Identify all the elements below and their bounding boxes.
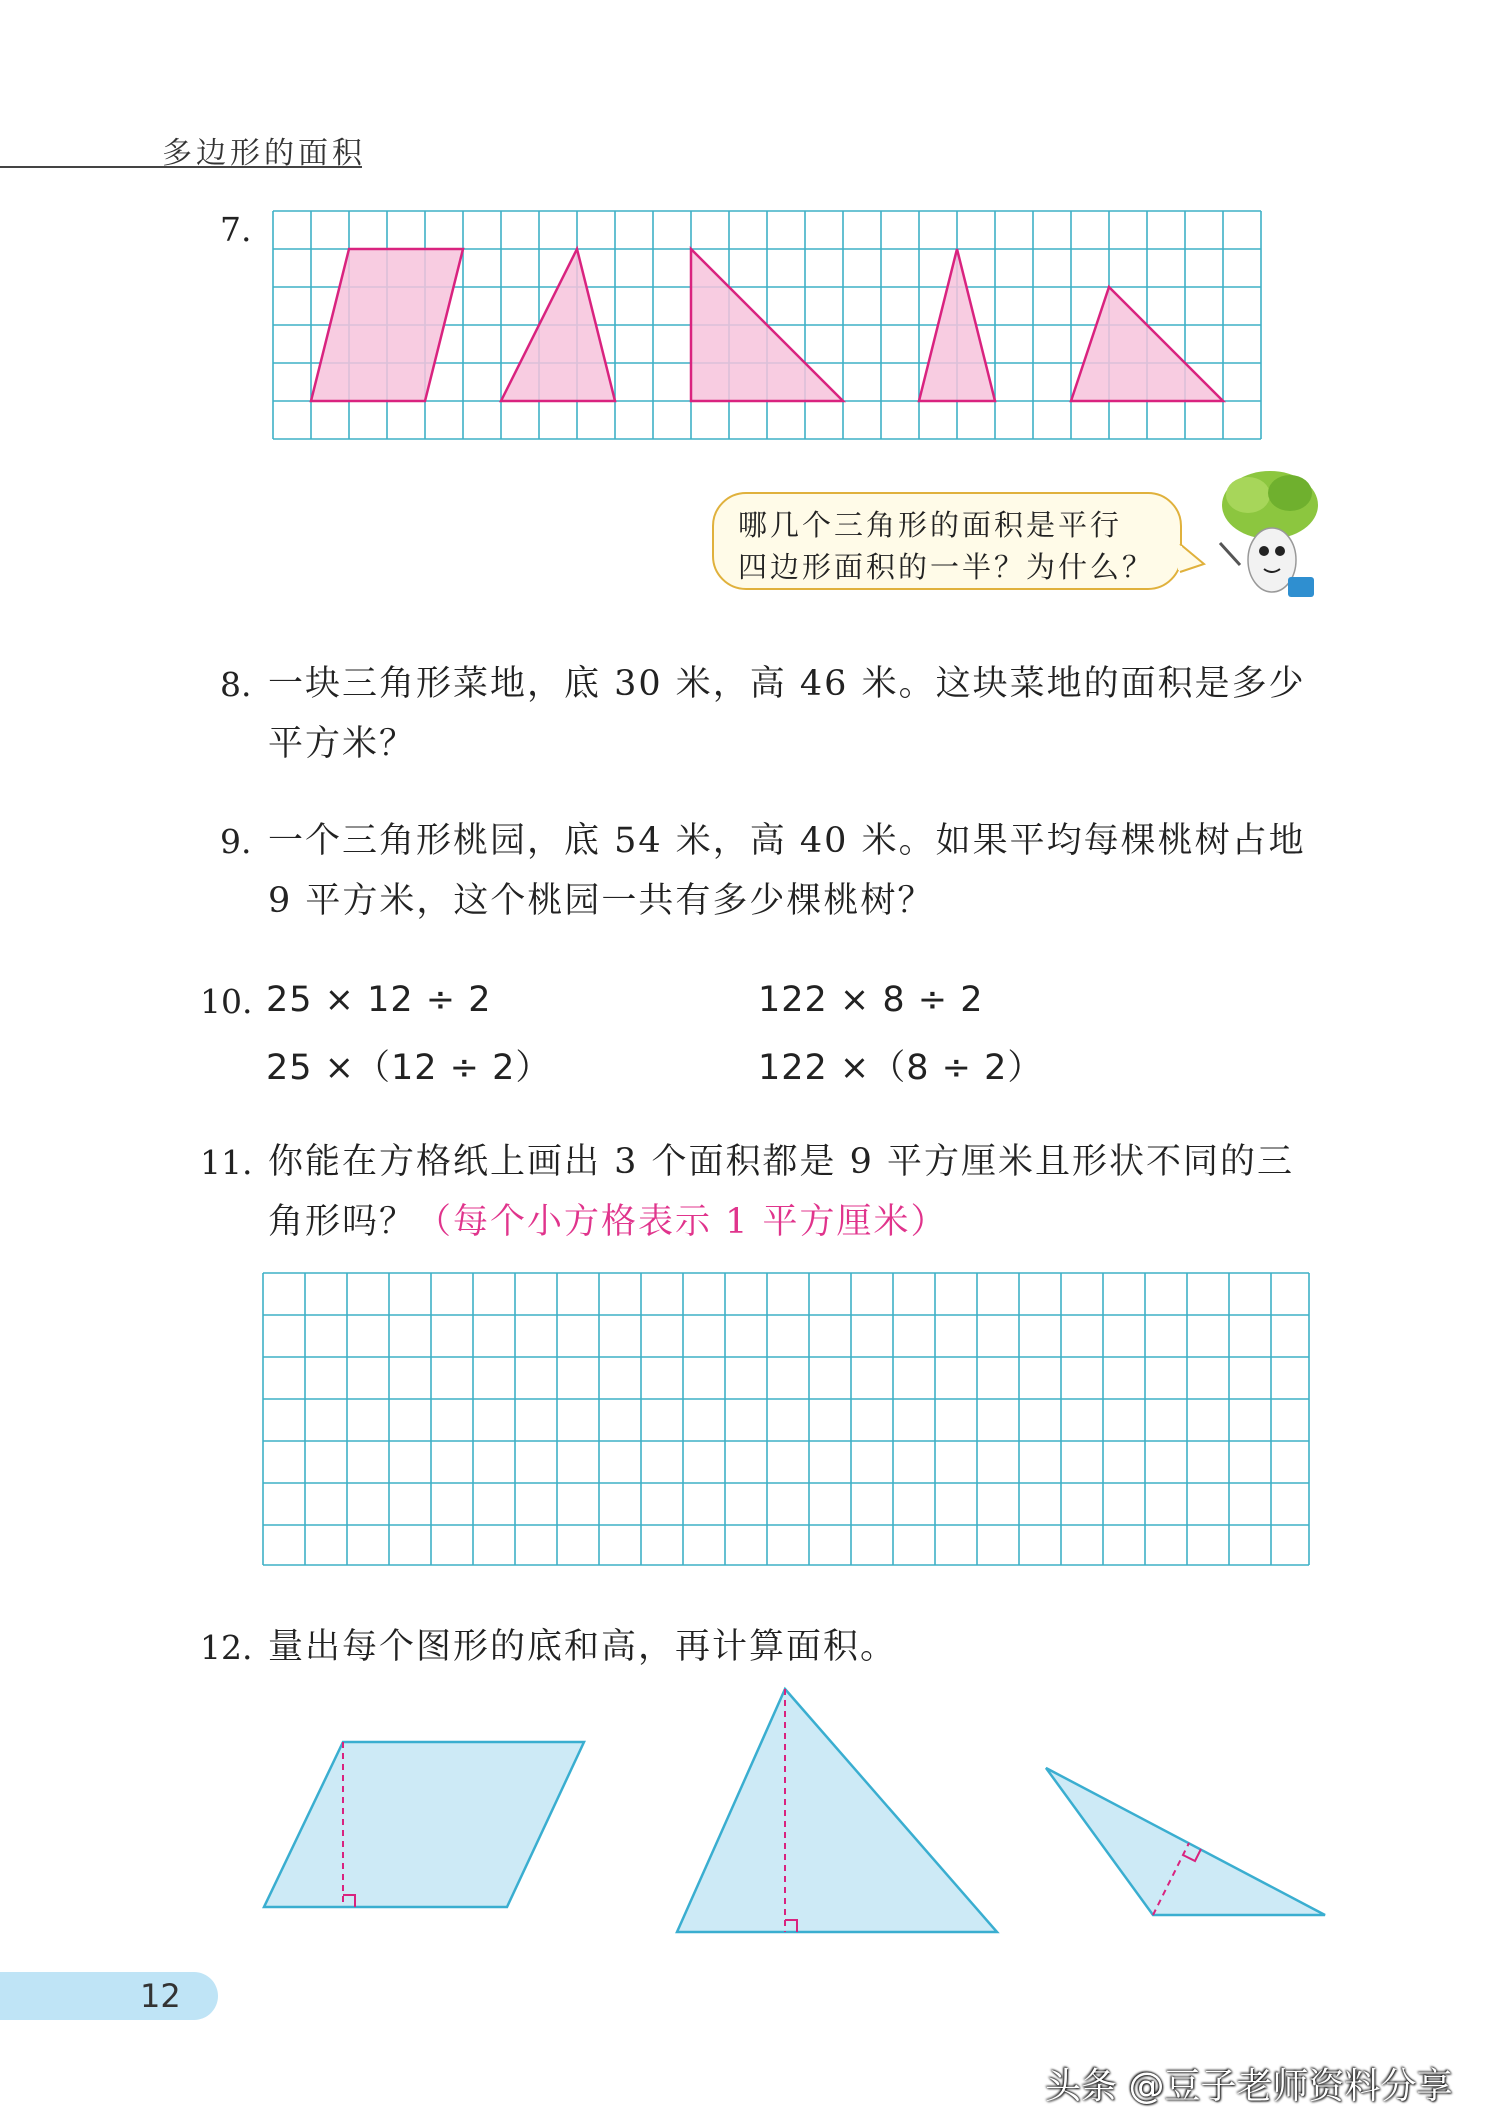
header-divider [0, 166, 362, 168]
q10-expression-3: 122 × 8 ÷ 2 [758, 980, 984, 1020]
q12-triangle-large [677, 1689, 997, 1932]
q9-line-1: 一个三角形桃园，底 54 米，高 40 米。如果平均每棵桃树占地 [268, 821, 1306, 861]
bubble-line-2: 四边形面积的一半？为什么？ [738, 550, 1155, 584]
q10-expression-4: 122 ×（8 ÷ 2） [758, 1048, 1044, 1088]
q8-line-2: 平方米？ [268, 724, 417, 764]
q12-triangle-obtuse [1046, 1768, 1325, 1915]
bubble-tail [1178, 540, 1208, 580]
q11-text [268, 1132, 1348, 1252]
q12-text: 量出每个图形的底和高，再计算面积。 [268, 1627, 898, 1667]
q11-number: 11. [200, 1143, 253, 1182]
q12-figures [255, 1680, 1335, 1940]
chapter-title: 多边形的面积 [162, 136, 366, 171]
q7-grid-figure [272, 210, 1264, 440]
q11-drawing-grid[interactable] [262, 1272, 1312, 1568]
q8-text [268, 654, 1348, 774]
q11-hint: （每个小方格表示 1 平方厘米） [416, 1202, 948, 1242]
q7-number: 7. [220, 210, 252, 249]
q12-parallelogram [264, 1742, 584, 1907]
q11-line-2: 角形吗？ [268, 1202, 417, 1242]
q8-number: 8. [220, 665, 252, 704]
q9-number: 9. [220, 822, 252, 861]
q7-parallelogram [311, 249, 463, 401]
speech-bubble [712, 492, 1182, 590]
q9-text [268, 811, 1348, 931]
page-number-tab [0, 1972, 218, 2020]
q9-line-2: 9 平方米，这个桃园一共有多少棵桃树？ [268, 881, 935, 921]
q12-number: 12. [200, 1628, 253, 1667]
bubble-line-1: 哪几个三角形的面积是平行 [738, 508, 1123, 542]
page-number: 12 [140, 1977, 181, 2015]
q8-line-1: 一块三角形菜地，底 30 米，高 46 米。这块菜地的面积是多少 [268, 664, 1306, 704]
q10-expression-2: 25 ×（12 ÷ 2） [266, 1048, 552, 1088]
q11-line-1: 你能在方格纸上画出 3 个面积都是 9 平方厘米且形状不同的三 [268, 1142, 1295, 1182]
cabbage-mascot-icon [1210, 465, 1330, 615]
q10-expression-1: 25 × 12 ÷ 2 [266, 980, 492, 1020]
q10-number: 10. [200, 982, 253, 1021]
watermark: 头条 @豆子老师资料分享 [1045, 2066, 1453, 2107]
